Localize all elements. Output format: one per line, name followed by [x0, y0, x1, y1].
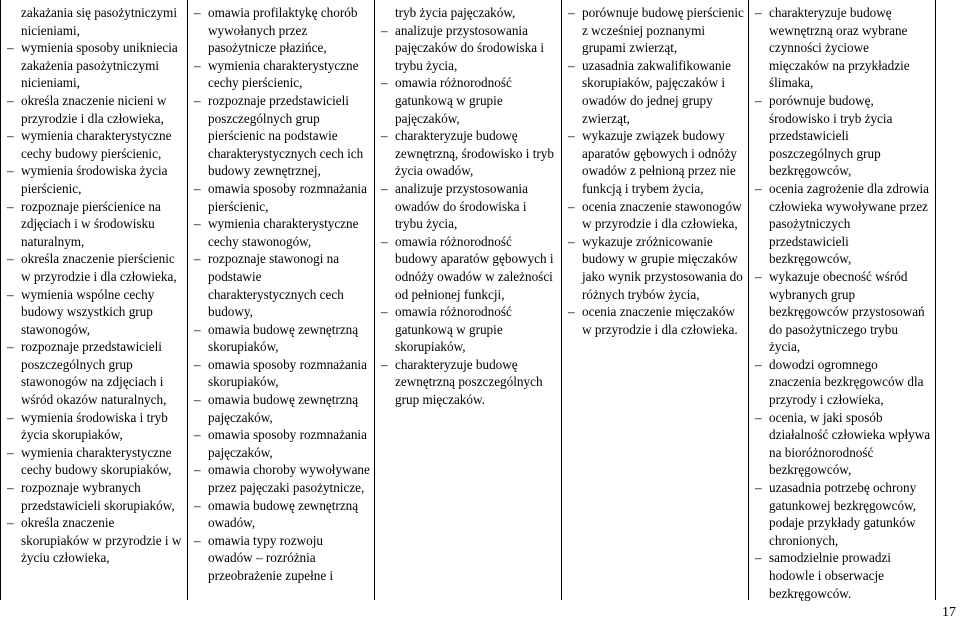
dash-bullet: –: [7, 251, 14, 267]
dash-bullet: –: [755, 180, 762, 196]
item-text: omawia różnorodność gatunkową w grupie skorupiaków,: [395, 304, 512, 355]
item-text: wymienia charakterystyczne cechy stawonogów,: [208, 216, 359, 249]
list-item: [568, 127, 744, 197]
item-text: wymienia charakterystyczne cechy budowy skorupiaków,: [21, 444, 172, 478]
list-item: [7, 4, 183, 39]
item-text: określa znaczenie skorupiaków w przyrodzie i w życiu człowieka,: [21, 515, 182, 566]
list-item: [755, 479, 931, 549]
list-item: [7, 338, 183, 408]
dash-bullet: –: [381, 75, 388, 91]
column-1: [0, 0, 188, 600]
column-list: [568, 4, 744, 338]
column-list: [7, 4, 183, 567]
list-item: [194, 57, 370, 92]
item-text: omawia choroby wywoływane przez pajęczaki pasożytnicze,: [208, 462, 370, 496]
list-item: [381, 233, 557, 303]
list-item: [7, 479, 183, 514]
list-item: [7, 286, 183, 339]
dash-bullet: –: [7, 480, 14, 496]
item-text: wymienia wspólne cechy budowy wszystkich grup stawonogów,: [21, 286, 155, 337]
list-item: [194, 461, 370, 496]
dash-bullet: –: [755, 5, 762, 20]
list-item: [194, 356, 370, 391]
item-text: omawia profilaktykę chorób wywołanych przez pasożytnicze płazińce,: [208, 5, 358, 56]
list-item: [381, 22, 557, 75]
list-item: [755, 180, 931, 268]
item-text: wykazuje zróżnicowanie budowy w grupie mięczaków jako wynik przystosowania do różnych trybów życia,: [582, 233, 743, 302]
dash-bullet: –: [755, 550, 762, 566]
item-text: rozpoznaje stawonogi na podstawie charakterystycznych cech budowy,: [208, 251, 344, 320]
list-item: [194, 215, 370, 250]
list-item: [194, 92, 370, 180]
dash-bullet: –: [7, 444, 14, 460]
dash-bullet: –: [7, 40, 14, 56]
item-text: wymienia charakterystyczne cechy pierścienic,: [208, 57, 359, 91]
item-text: porównuje budowę pierścienic z wcześniej poznanymi grupami zwierząt,: [582, 5, 744, 56]
dash-bullet: –: [7, 339, 14, 355]
column-5: [748, 0, 936, 600]
item-text: omawia budowę zewnętrzną pajęczaków,: [208, 392, 359, 425]
item-text: ocenia znaczenie stawonogów w przyrodzie i dla człowieka,: [582, 198, 742, 232]
list-item: [568, 233, 744, 303]
item-text: omawia sposoby rozmnażania pajęczaków,: [208, 427, 367, 460]
item-text: omawia sposoby rozmnażania skorupiaków,: [208, 356, 367, 390]
item-text: samodzielnie prowadzi hodowle i obserwacje bezkręgowców.: [769, 550, 891, 601]
list-item: [381, 127, 557, 180]
item-text: ocenia zagrożenie dla zdrowia człowieka wywoływane przez pasożytniczych przedstawicieli bezkręgowców,: [769, 180, 929, 267]
list-item: [7, 92, 183, 127]
item-text: rozpoznaje wybranych przedstawicieli skorupiaków,: [21, 480, 175, 513]
item-text: porównuje budowę, środowisko i tryb życia przedstawicieli poszczególnych grup bezkręgowców,: [769, 92, 893, 179]
item-text: uzasadnia zakwalifikowanie skorupiaków, pajęczaków i owadów do jednej grupy zwierząt,: [582, 57, 732, 126]
list-item: [194, 250, 370, 320]
item-text: określa znaczenie nicieni w przyrodzie i dla człowieka,: [21, 92, 167, 126]
item-text: ocenia, w jaki sposób działalność człowieka wpływa na bioróżnorodność bezkręgowców,: [769, 409, 931, 478]
dash-bullet: –: [194, 356, 201, 372]
list-item: [7, 127, 183, 162]
dash-bullet: –: [7, 92, 14, 108]
item-text: wymienia środowiska życia pierścienic,: [21, 163, 168, 196]
list-item: [194, 321, 370, 356]
list-item: [755, 268, 931, 356]
item-text: rozpoznaje przedstawicieli poszczególnych grup stawonogów na zdjęciach i wśród okazów naturalnych,: [21, 339, 167, 408]
list-item: [568, 4, 744, 57]
list-item: [755, 356, 931, 409]
dash-bullet: –: [194, 92, 201, 108]
dash-bullet: –: [381, 233, 388, 249]
page-number: 17: [942, 605, 956, 620]
list-item: [568, 57, 744, 127]
dash-bullet: –: [755, 268, 762, 284]
item-text: charakteryzuje budowę zewnętrzną poszczególnych grup mięczaków.: [395, 356, 543, 408]
list-item: [7, 409, 183, 444]
item-text: charakteryzuje budowę wewnętrzną oraz wybrane czynności życiowe mięczaków na przykładzie ślimaka,: [769, 5, 910, 91]
dash-bullet: –: [755, 92, 762, 108]
item-text: określa znaczenie pierścienic w przyrodzie i dla człowieka,: [21, 251, 177, 284]
item-text: uzasadnia potrzebę ochrony gatunkowej bezkręgowców, podaje przykłady gatunków chronionych,: [769, 480, 917, 548]
list-item: [7, 39, 183, 92]
item-text: analizuje przystosowania owadów do środowiska i trybu życia,: [395, 180, 528, 232]
dash-bullet: –: [194, 462, 201, 478]
dash-bullet: –: [194, 5, 201, 20]
item-text: omawia różnorodność budowy aparatów gębowych i odnóży owadów w zależności od pełnionej funkcji,: [395, 233, 554, 302]
dash-bullet: –: [194, 216, 201, 232]
list-item: [7, 162, 183, 197]
dash-bullet: –: [568, 5, 575, 20]
dash-bullet: –: [7, 515, 14, 531]
item-text: ocenia znaczenie mięczaków w przyrodzie i dla człowieka.: [582, 304, 738, 337]
dash-bullet: –: [194, 321, 201, 337]
dash-bullet: –: [755, 480, 762, 496]
item-text: omawia sposoby rozmnażania pierścienic,: [208, 180, 367, 214]
dash-bullet: –: [568, 57, 575, 73]
dash-bullet: –: [194, 427, 201, 443]
list-item: [7, 198, 183, 251]
list-item: [568, 303, 744, 338]
dash-bullet: –: [381, 304, 388, 320]
list-item: [755, 409, 931, 479]
item-text: omawia typy rozwoju owadów – rozróżnia przeobrażenie zupełne i: [208, 532, 334, 583]
list-item: [194, 4, 370, 57]
item-text: rozpoznaje pierścienice na zdjęciach i w środowisku naturalnym,: [21, 198, 161, 249]
item-text: rozpoznaje przedstawicieli poszczególnych grup pierścienic na podstawie charakterystycznych cech ich budowy zewnętrznej,: [208, 92, 364, 179]
dash-bullet: –: [7, 286, 14, 302]
list-item: [7, 444, 183, 479]
column-list: [194, 4, 370, 585]
item-text: wykazuje związek budowy aparatów gębowych i odnóży owadów z pełnioną przez nie funkcją i trybem życia,: [582, 128, 737, 196]
dash-bullet: –: [568, 128, 575, 144]
dash-bullet: –: [755, 409, 762, 425]
dash-bullet: –: [381, 356, 388, 372]
dash-bullet: –: [194, 57, 201, 73]
dash-bullet: –: [381, 128, 388, 144]
list-item: [381, 74, 557, 127]
dash-bullet: –: [381, 180, 388, 196]
dash-bullet: –: [194, 532, 201, 548]
item-text: charakteryzuje budowę zewnętrzną, środowisko i tryb życia owadów,: [395, 128, 554, 179]
dash-bullet: –: [568, 304, 575, 320]
list-item: [381, 303, 557, 356]
list-item: [755, 549, 931, 602]
item-text: dowodzi ogromnego znaczenia bezkręgowców dla przyrody i człowieka,: [769, 356, 924, 408]
dash-bullet: –: [568, 233, 575, 249]
item-text: wymienia charakterystyczne cechy budowy pierścienic,: [21, 128, 172, 161]
dash-bullet: –: [194, 497, 201, 513]
item-text: analizuje przystosowania pajęczaków do środowiska i trybu życia,: [395, 22, 545, 73]
list-item: [194, 497, 370, 532]
column-4: [561, 0, 749, 600]
list-item: [755, 4, 931, 92]
list-item: [7, 250, 183, 285]
list-item: [194, 391, 370, 426]
column-list: [755, 4, 931, 602]
column-2: [187, 0, 375, 600]
dash-bullet: –: [568, 198, 575, 214]
dash-bullet: –: [7, 128, 14, 144]
item-text: wymienia środowiska i tryb życia skorupiaków,: [21, 409, 168, 443]
item-text: omawia budowę zewnętrzną skorupiaków,: [208, 321, 359, 355]
item-text: tryb życia pajęczaków,: [395, 5, 516, 20]
dash-bullet: –: [194, 251, 201, 267]
dash-bullet: –: [194, 392, 201, 408]
item-text: wykazuje obecność wśród wybranych grup bezkręgowców przystosowań do pasożytniczego trybu życia,: [769, 268, 925, 355]
column-list: [381, 4, 557, 409]
list-item: [194, 426, 370, 461]
dash-bullet: –: [7, 163, 14, 179]
list-item: [381, 180, 557, 233]
list-item: [381, 356, 557, 409]
list-item: [7, 514, 183, 567]
dash-bullet: –: [7, 409, 14, 425]
list-item: [568, 198, 744, 233]
dash-bullet: –: [381, 22, 388, 38]
list-item: [381, 4, 557, 22]
list-item: [194, 532, 370, 585]
item-text: omawia budowę zewnętrzną owadów,: [208, 497, 359, 531]
item-text: omawia różnorodność gatunkową w grupie pajęczaków,: [395, 75, 512, 126]
list-item: [194, 180, 370, 215]
item-text: zakażania się pasożytniczymi nicieniami,: [21, 5, 177, 38]
dash-bullet: –: [755, 356, 762, 372]
list-item: [755, 92, 931, 180]
column-3: [374, 0, 562, 600]
dash-bullet: –: [194, 180, 201, 196]
dash-bullet: –: [7, 198, 14, 214]
item-text: wymienia sposoby unikniecia zakażenia pasożytniczymi nicieniami,: [21, 40, 178, 91]
